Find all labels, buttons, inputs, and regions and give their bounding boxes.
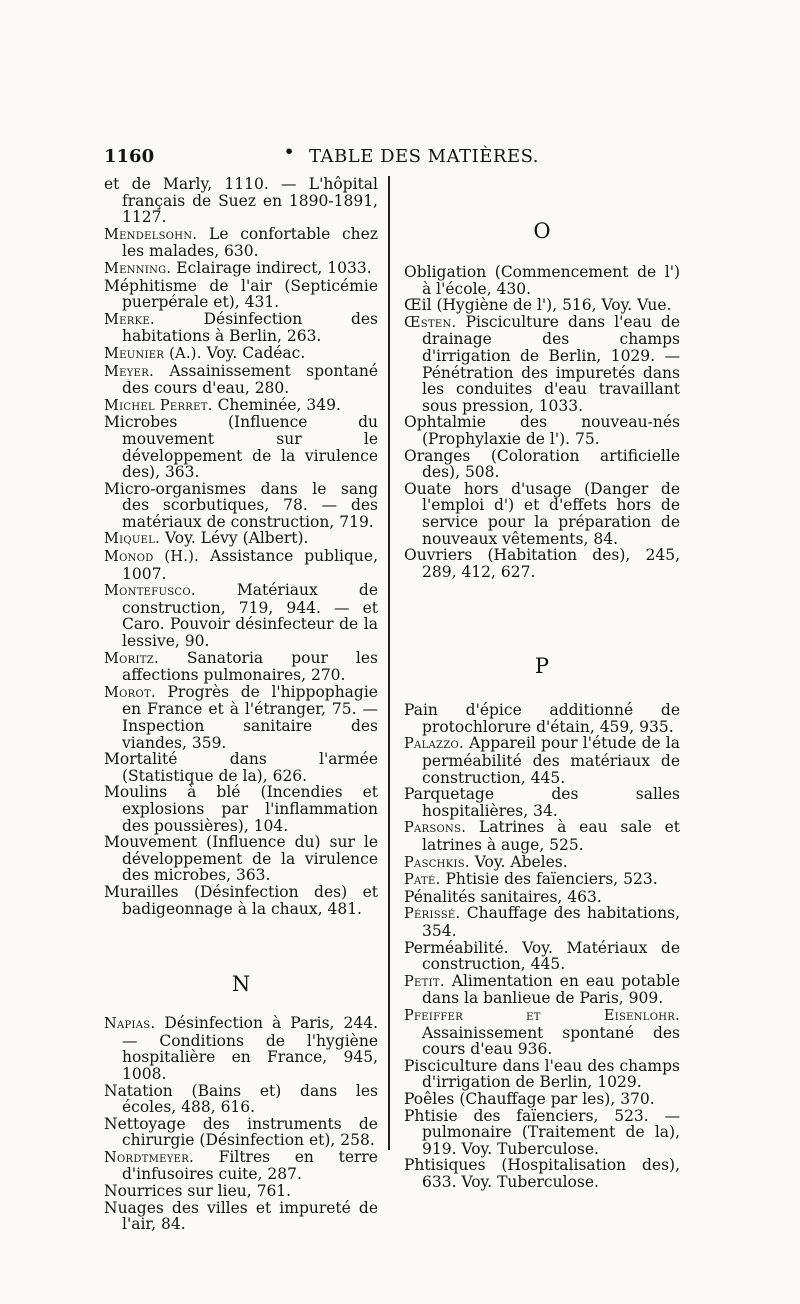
entry-text: Mouvement (Influence du) sur le développement de la virulence des microbes, 363. xyxy=(104,833,378,885)
index-entry xyxy=(404,414,680,447)
entry-text: Ophtalmie des nouveau-nés (Prophylaxie de l'). 75. xyxy=(404,413,680,448)
entry-text: Assainissement spontané des cours d'eau 936. xyxy=(422,1023,680,1059)
index-entry xyxy=(404,819,680,853)
index-entry xyxy=(404,854,680,872)
index-entry xyxy=(404,871,680,889)
section-letter-o: O xyxy=(533,219,551,243)
index-entry xyxy=(104,260,378,278)
index-entry xyxy=(404,786,680,819)
entry-text: Oranges (Coloration artificielle des), 508. xyxy=(404,446,680,482)
section-n-entries xyxy=(104,1015,378,1233)
entry-text: Phtisiques (Hospitalisation des), 633. Voy. Tuberculose. xyxy=(404,1156,680,1191)
entry-text: Le confortable chez les malades, 630. xyxy=(122,224,378,261)
entry-text: Assistance publique, 1007. xyxy=(122,547,378,583)
entry-author: Moritz. xyxy=(104,650,159,667)
entry-text: Matériaux de construction, 719, 944. — et Caro. Pouvoir désinfecteur de la lessive, 90. xyxy=(122,581,378,651)
entry-text: Nourrices sur lieu, 761. xyxy=(104,1182,292,1201)
entry-text: Alimentation en eau potable dans la banlieue de Paris, 909. xyxy=(422,971,680,1008)
index-entry xyxy=(104,481,378,531)
entry-author: Napias. xyxy=(104,1016,156,1033)
index-entry xyxy=(104,1116,378,1149)
index-entry xyxy=(404,448,680,481)
entry-text: Désinfection des habitations à Berlin, 263. xyxy=(122,309,378,346)
entry-text: Pisciculture dans l'eau des champs d'irrigation de Berlin, 1029. xyxy=(404,1056,680,1092)
entry-author: Merke. xyxy=(104,311,155,328)
entry-author: Paschkis. xyxy=(404,854,470,871)
index-entry xyxy=(104,345,378,363)
entry-text: Moulins à blé (Incendies et explosions par l'inflammation des poussières), 104. xyxy=(104,783,378,835)
entry-author: Œsten. xyxy=(404,314,457,331)
section-letter-n: N xyxy=(231,972,251,997)
index-entry xyxy=(104,684,378,751)
entry-text: Progrès de l'hippophagie en France et à l'étranger, 75. — Inspection sanitaire des viandes, 359. xyxy=(122,682,378,752)
entry-author: Montefusco. xyxy=(104,583,196,600)
entry-text: Voy. Abeles. xyxy=(474,852,568,871)
entry-author: Paté. xyxy=(404,872,441,889)
entry-author: Meunier (A.). xyxy=(104,345,202,362)
index-entry xyxy=(404,481,680,547)
entry-text: Appareil pour l'étude de la perméabilité des matériaux de construction, 445. xyxy=(422,734,680,787)
entry-text: Mortalité dans l'armée (Statistique de la), 626. xyxy=(104,750,378,785)
index-entry xyxy=(104,530,378,548)
entry-author: Parsons. xyxy=(404,820,467,837)
entry-author: Périssé. xyxy=(404,906,461,923)
entry-text: Parquetage des salles hospitalières, 34. xyxy=(404,785,680,820)
entry-author: Michel Perret. xyxy=(104,397,213,414)
entry-text: Chauffage des habitations, 354. xyxy=(422,904,680,940)
index-entry xyxy=(104,884,378,917)
entry-text: Murailles (Désinfection des) et badigeonnage à la chaux, 481. xyxy=(104,882,378,918)
index-entry xyxy=(104,548,378,582)
page-header xyxy=(104,142,690,172)
entry-text: Nettoyage des instruments de chirurgie (Désinfection et), 258. xyxy=(104,1114,378,1150)
entry-text: Pénalités sanitaires, 463. xyxy=(404,887,602,906)
entry-author: Petit. xyxy=(404,973,445,990)
entry-author: Miquel. xyxy=(104,531,161,548)
index-entry xyxy=(104,1015,378,1082)
entry-text: Pisciculture dans l'eau de drainage des champs d'irrigation de Berlin, 1029. — Pénétration des impuretés dans les conduites d'eau travaillant sous pression, 1033. xyxy=(422,312,680,415)
entry-author: Palazzo. xyxy=(404,736,464,753)
index-entry xyxy=(104,414,378,480)
entry-text: Latrines à eau sale et latrines à auge, 525. xyxy=(422,818,680,855)
index-entry xyxy=(104,784,378,834)
entry-text: Désinfection à Paris, 244. — Conditions de l'hygiène hospitalière en France, 945, 1008. xyxy=(122,1014,378,1083)
entry-text: Cheminée, 349. xyxy=(217,395,341,414)
index-entry xyxy=(404,702,680,735)
entry-text: Phtisie des faïenciers, 523. — pulmonaire (Traitement de la), 919. Voy. Tuberculose. xyxy=(404,1106,680,1158)
entry-author: Meyer. xyxy=(104,363,154,380)
index-entry xyxy=(404,735,680,786)
index-entry xyxy=(404,264,680,297)
index-entry xyxy=(104,834,378,884)
entry-text: Voy. Cadéac. xyxy=(206,343,306,362)
index-entry xyxy=(104,397,378,415)
index-entry xyxy=(104,751,378,784)
entry-text: Micro-organismes dans le sang des scorbutiques, 78. — des matériaux de construction, 719. xyxy=(104,479,378,531)
entry-text: Nuages des villes et impureté de l'air, 84. xyxy=(104,1198,378,1234)
right-column xyxy=(404,176,680,1191)
index-entry xyxy=(404,940,680,973)
entry-text: Obligation (Commencement de l') à l'école, 430. xyxy=(404,263,680,298)
entry-author: Morot. xyxy=(104,684,156,701)
index-entry xyxy=(404,1058,680,1091)
index-entry xyxy=(104,226,378,260)
entry-text: Pain d'épice additionné de protochlorure d'étain, 459, 935. xyxy=(404,701,680,736)
section-m-entries xyxy=(104,176,378,917)
entry-text: Méphitisme de l'air (Septicémie puerpérale et), 431. xyxy=(104,276,378,312)
entry-text: Eclairage indirect, 1033. xyxy=(176,258,372,277)
index-entry xyxy=(104,582,378,649)
index-entry xyxy=(104,1083,378,1116)
entry-author: Pfeiffer et Eisenlohr. xyxy=(404,1007,680,1024)
entry-text: Filtres en terre d'infusoires cuite, 287. xyxy=(122,1147,378,1184)
index-entry xyxy=(104,311,378,345)
entry-text: Assainissement spontané des cours d'eau, 280. xyxy=(122,361,378,398)
entry-text: Sanatoria pour les affections pulmonaires, 270. xyxy=(122,648,378,685)
entry-text: Microbes (Influence du mouvement sur le développement de la virulence des), 363. xyxy=(104,413,378,482)
entry-text: Ouvriers (Habitation des), 245, 289, 412, 627. xyxy=(404,546,680,581)
entry-text: Ouate hors d'usage (Danger de l'emploi d') et d'effets hors de service pour la préparation de nouveaux vêtements, 84. xyxy=(404,479,680,548)
index-entry xyxy=(104,1149,378,1183)
index-entry xyxy=(404,297,680,314)
index-entry xyxy=(104,650,378,684)
index-entry xyxy=(404,973,680,1007)
left-column xyxy=(104,176,378,1233)
index-entry xyxy=(104,1183,378,1200)
section-letter-p: P xyxy=(534,654,550,679)
index-entry xyxy=(404,1157,680,1190)
index-entry xyxy=(404,1108,680,1158)
index-entry xyxy=(404,1007,680,1058)
entry-text: Poêles (Chauffage par les), 370. xyxy=(404,1089,655,1108)
index-entry xyxy=(404,1091,680,1108)
entry-text: Perméabilité. Voy. Matériaux de construction, 445. xyxy=(404,938,680,974)
column-divider xyxy=(388,176,390,1150)
index-entry xyxy=(404,889,680,906)
index-entry xyxy=(104,363,378,397)
entry-text: Œil (Hygiène de l'), 516, Voy. Vue. xyxy=(404,296,672,315)
running-title: TABLE DES MATIÈRES. xyxy=(309,146,539,167)
entry-author: Mendelsohn. xyxy=(104,226,198,243)
index-entry xyxy=(404,905,680,939)
entry-text: Voy. Lévy (Albert). xyxy=(165,529,309,548)
index-entry xyxy=(104,1200,378,1233)
page-number: 1160 xyxy=(104,146,155,167)
entry-text: Phtisie des faïenciers, 523. xyxy=(445,870,658,889)
section-p-entries xyxy=(404,702,680,1190)
section-o-entries xyxy=(404,264,680,580)
index-entry xyxy=(104,176,378,226)
entry-author: Nordtmeyer. xyxy=(104,1149,194,1166)
entry-author: Menning. xyxy=(104,260,172,277)
entry-text: et de Marly, 1110. — L'hôpital français de Suez en 1890-1891, 1127. xyxy=(104,175,378,227)
index-entry xyxy=(104,278,378,311)
index-entry xyxy=(404,314,680,415)
entry-text: Natation (Bains et) dans les écoles, 488, 616. xyxy=(104,1081,378,1117)
header-dot: • xyxy=(284,142,295,161)
index-entry xyxy=(404,547,680,580)
entry-author: Monod (H.). xyxy=(104,549,200,566)
